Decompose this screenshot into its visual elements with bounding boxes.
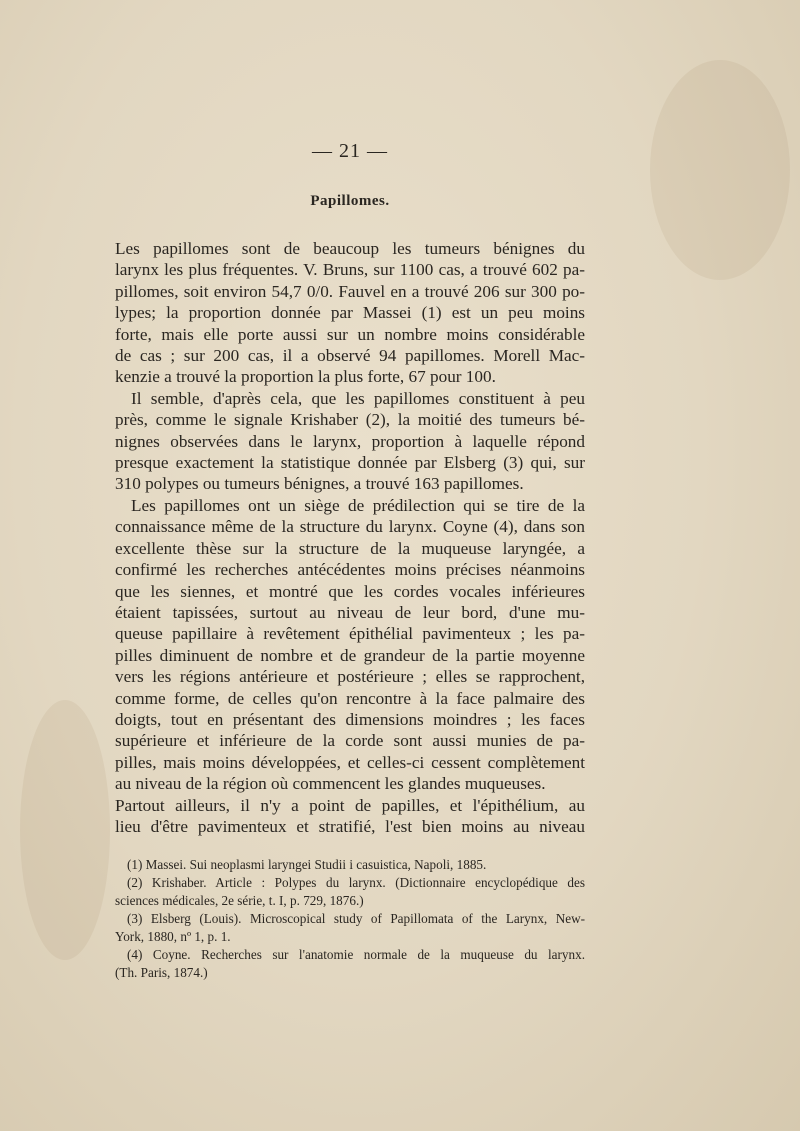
footnote-4-continued: (Th. Paris, 1874.): [115, 965, 208, 980]
text-line: kenzie a trouvé la proportion la plus forte, 67 pour 100.: [115, 367, 496, 387]
text-line: de cas ; sur 200 cas, il a observé 94 papillomes. Morell Mac-: [115, 346, 585, 366]
text-line: pillomes, soit environ 54,7 0/0. Fauvel en a trouvé 206 sur 300 po-: [115, 281, 585, 301]
text-line: doigts, tout en présentant des dimensions moindres ; les faces: [115, 709, 585, 729]
text-line: 310 polypes ou tumeurs bénignes, a trouvé 163 papillomes.: [115, 474, 524, 494]
footnote-2-continued: sciences médicales, 2e série, t. I, p. 729, 1876.): [115, 893, 364, 908]
footnote-3-continued: York, 1880, nº 1, p. 1.: [115, 929, 231, 944]
body-text: [115, 238, 585, 837]
text-line: comme forme, de celles qu'on rencontre à la face palmaire des: [115, 688, 585, 708]
paper-stain: [650, 60, 790, 280]
text-line: nignes observées dans le larynx, proportion à laquelle répond: [115, 431, 585, 451]
text-line: que les siennes, et montré que les cordes vocales inférieures: [115, 581, 585, 601]
text-line: au niveau de la région où commencent les glandes muqueuses.: [115, 774, 546, 794]
paper-stain: [20, 700, 110, 960]
text-line: connaissance même de la structure du larynx. Coyne (4), dans son: [115, 517, 585, 537]
text-line: lieu d'être pavimenteux et stratifié, l'est bien moins au niveau: [115, 816, 585, 836]
text-line: lypes; la proportion donnée par Massei (1) est un peu moins: [115, 303, 585, 323]
footnote-4: (4) Coyne. Recherches sur l'anatomie normale de la muqueuse du larynx.: [127, 947, 585, 962]
text-line: Les papillomes sont de beaucoup les tumeurs bénignes du: [115, 239, 585, 258]
section-heading: Papillomes.: [310, 193, 390, 209]
text-line: vers les régions antérieure et postérieure ; elles se rapprochent,: [115, 667, 585, 687]
text-line: confirmé les recherches antécédentes moins précises néanmoins: [115, 560, 585, 580]
footnote-1: (1) Massei. Sui neoplasmi laryngei Studii i casuistica, Napoli, 1885.: [127, 857, 487, 872]
text-line: presque exactement la statistique donnée par Elsberg (3) qui, sur: [115, 453, 585, 473]
text-line: étaient tapissées, surtout au niveau de leur bord, d'une mu-: [115, 602, 585, 622]
text-line: excellente thèse sur la structure de la muqueuse laryngée, a: [115, 538, 585, 558]
text-line: pilles diminuent de nombre et de grandeur de la partie moyenne: [115, 645, 585, 665]
text-line: Partout ailleurs, il n'y a point de papilles, et l'épithélium, au: [115, 795, 585, 815]
footnote-3: (3) Elsberg (Louis). Microscopical study of Papillomata of the Larynx, New-: [127, 911, 585, 926]
text-line: larynx les plus fréquentes. V. Bruns, sur 1100 cas, a trouvé 602 pa-: [115, 260, 585, 280]
text-line: forte, mais elle porte aussi sur un nombre moins considérable: [115, 324, 585, 344]
text-line: Il semble, d'après cela, que les papillomes constituent à peu: [131, 388, 585, 408]
footnotes: [115, 856, 585, 982]
text-line: près, comme le signale Krishaber (2), la moitié des tumeurs bé-: [115, 410, 585, 430]
text-line: queuse papillaire à revêtement épithélial pavimenteux ; les pa-: [115, 624, 585, 644]
footnote-2: (2) Krishaber. Article : Polypes du larynx. (Dictionnaire encyclopédique des: [127, 875, 585, 890]
text-line: supérieure et inférieure de la corde sont aussi munies de pa-: [115, 731, 585, 751]
page-number: — 21 —: [312, 140, 388, 162]
text-line: pilles, mais moins développées, et celles-ci cessent complètement: [115, 752, 585, 772]
text-line: Les papillomes ont un siège de prédilection qui se tire de la: [131, 495, 585, 515]
